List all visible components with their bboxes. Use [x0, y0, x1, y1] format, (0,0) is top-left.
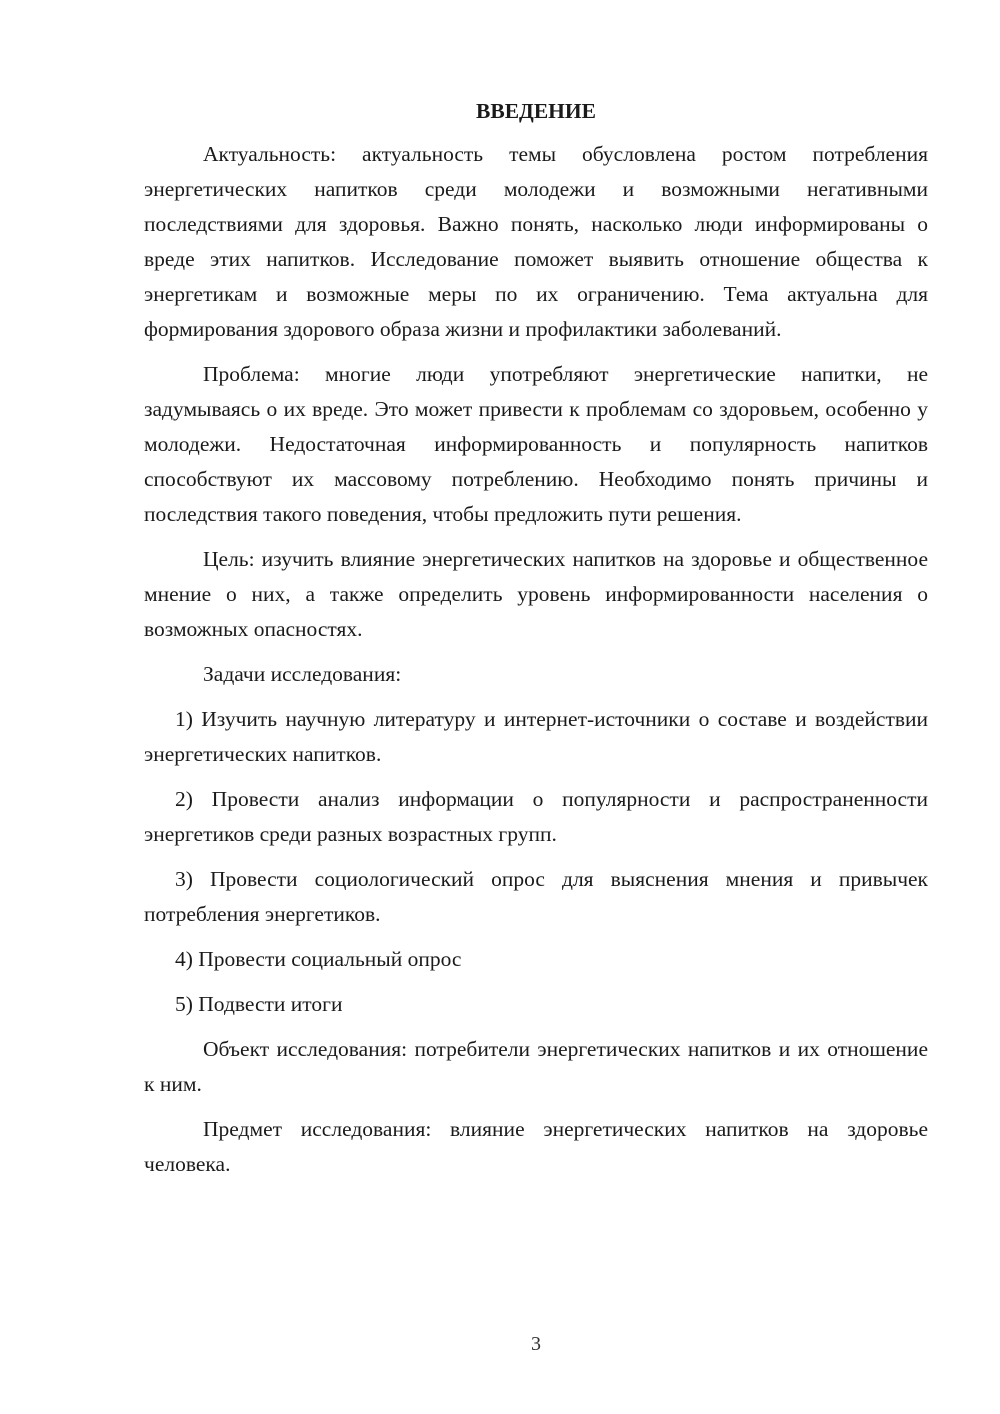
page-number: 3 [531, 1333, 541, 1355]
page-title: ВВЕДЕНИЕ [476, 99, 596, 123]
document-page [144, 96, 928, 1192]
task-item: 1) Изучить научную литературу и интернет-источники о составе и воздействии энергетических напитков. [144, 707, 928, 766]
task-item: 4) Провести социальный опрос [175, 947, 462, 971]
task-item: 5) Подвести итоги [175, 992, 343, 1016]
task-item: 3) Провести социологический опрос для выяснения мнения и привычек потребления энергетиков. [144, 867, 928, 926]
subject-paragraph: Предмет исследования: влияние энергетических напитков на здоровье человека. [144, 1117, 928, 1176]
relevance-paragraph: Актуальность: актуальность темы обусловлена ростом потребления энергетических напитков среди молодежи и возможными негативными последствиями для здоровья. Важно понять, насколько люди информированы о вреде этих напитков. Исследование поможет выявить отношение общества к энергетикам и возможные меры по их ограничению. Тема актуальна для формирования здорового образа жизни и профилактики заболеваний. [144, 142, 928, 341]
tasks-heading: Задачи исследования: [203, 662, 402, 686]
goal-paragraph: Цель: изучить влияние энергетических напитков на здоровье и общественное мнение о них, а также определить уровень информированности населения о возможных опасностях. [144, 547, 928, 641]
problem-paragraph: Проблема: многие люди употребляют энергетические напитки, не задумываясь о их вреде. Это может привести к проблемам со здоровьем, особенно у молодежи. Недостаточная информированность и популярность напитков способствуют их массовому потреблению. Необходимо понять причины и последствия такого поведения, чтобы предложить пути решения. [144, 362, 928, 526]
task-item: 2) Провести анализ информации о популярности и распространенности энергетиков среди разных возрастных групп. [144, 787, 928, 846]
object-paragraph: Объект исследования: потребители энергетических напитков и их отношение к ним. [144, 1037, 928, 1096]
